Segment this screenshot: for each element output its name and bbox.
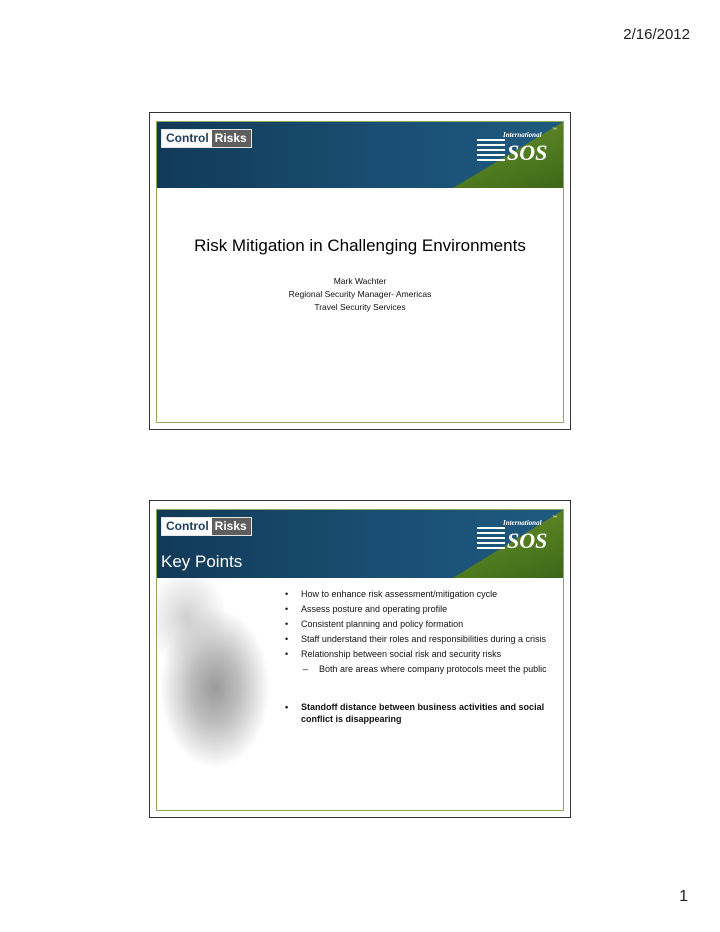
- page-date: 2/16/2012: [623, 26, 690, 43]
- sos-international-text: International: [503, 131, 542, 139]
- sos-trademark: ™: [552, 127, 557, 133]
- presenter-info: [157, 275, 563, 314]
- slide-1-frame: [156, 121, 564, 423]
- face-photo: [157, 578, 287, 810]
- control-risks-logo-right: Risks: [212, 130, 251, 147]
- control-risks-logo-left: Control: [162, 130, 212, 147]
- slide-2-banner: [157, 510, 563, 578]
- slide-2-heading: Key Points: [161, 552, 243, 571]
- sos-trademark: ™: [552, 515, 557, 521]
- sos-wordmark: SOS: [507, 528, 548, 553]
- presenter-name: Mark Wachter: [333, 276, 387, 286]
- slide-2: [149, 500, 571, 818]
- sos-wordmark: SOS: [507, 140, 548, 165]
- list-item: • Relationship between social risk and security risks: [283, 648, 553, 660]
- list-item: • Staff understand their roles and responsibilities during a crisis: [283, 633, 553, 645]
- sub-list-item: – Both are areas where company protocols meet the public: [283, 663, 553, 675]
- slide-2-frame: [156, 509, 564, 811]
- control-risks-logo-left: Control: [162, 518, 212, 535]
- list-item: • Assess posture and operating profile: [283, 603, 553, 615]
- sos-lines-icon: [477, 139, 505, 164]
- presenter-department: Travel Security Services: [314, 302, 406, 312]
- key-points-list: [283, 588, 553, 728]
- list-item-bold: • Standoff distance between business activities and social conflict is disappearing: [283, 701, 553, 725]
- slide-1-title: Risk Mitigation in Challenging Environments: [194, 236, 526, 255]
- page-number: 1: [679, 888, 688, 905]
- international-sos-logo: [477, 127, 557, 169]
- international-sos-logo: [477, 515, 557, 557]
- list-item: • Consistent planning and policy formation: [283, 618, 553, 630]
- list-item: • How to enhance risk assessment/mitigation cycle: [283, 588, 553, 600]
- slide-1: [149, 112, 571, 430]
- control-risks-logo: [161, 129, 252, 148]
- control-risks-logo: [161, 517, 252, 536]
- presenter-role: Regional Security Manager- Americas: [288, 289, 432, 299]
- sos-lines-icon: [477, 527, 505, 552]
- control-risks-logo-right: Risks: [212, 518, 251, 535]
- slide-1-banner: [157, 122, 563, 188]
- sos-international-text: International: [503, 519, 542, 527]
